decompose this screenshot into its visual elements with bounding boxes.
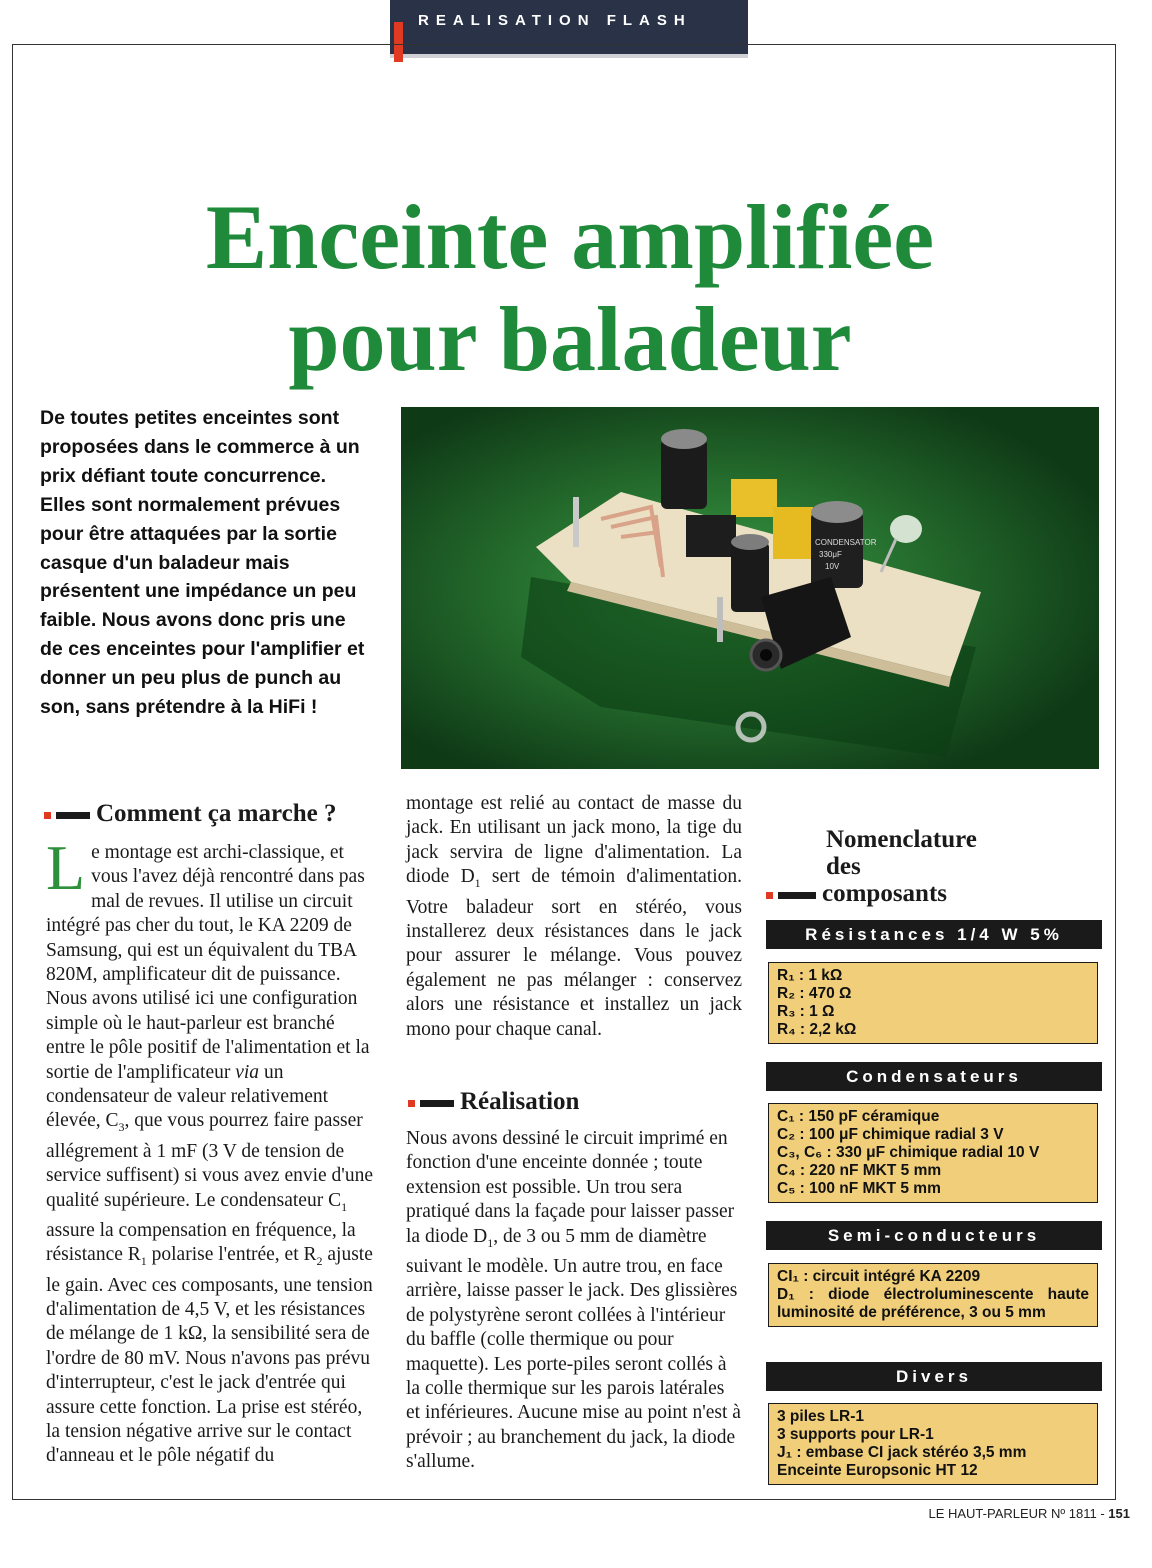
parts-box-divers bbox=[768, 1403, 1098, 1485]
pin bbox=[717, 597, 723, 642]
section-head-condensateurs: Condensateurs bbox=[766, 1062, 1102, 1091]
pin bbox=[573, 497, 579, 547]
subscript: 1 bbox=[487, 1235, 494, 1250]
parts-item: C₃, C₆ : 330 μF chimique radial 10 V bbox=[777, 1144, 1040, 1161]
realisation-text bbox=[406, 1127, 742, 1475]
parts-box-condensateurs bbox=[768, 1103, 1098, 1203]
article-title bbox=[80, 186, 1060, 390]
parts-item: Enceinte Europsonic HT 12 bbox=[777, 1462, 978, 1479]
heading-realisation bbox=[408, 1088, 579, 1116]
parts-item: R₄ : 2,2 kΩ bbox=[777, 1021, 857, 1038]
parts-item: 3 piles LR-1 bbox=[777, 1408, 864, 1425]
page-footer bbox=[928, 1506, 1130, 1521]
parts-box-resistances bbox=[768, 962, 1098, 1044]
section-head-semi-conducteurs: Semi-conducteurs bbox=[766, 1221, 1102, 1250]
heading-black-bar bbox=[56, 812, 90, 819]
subscript: 3 bbox=[118, 1120, 125, 1135]
heading-text: Comment ça marche ? bbox=[96, 800, 337, 827]
subscript: 1 bbox=[140, 1254, 147, 1269]
text-run: , de 3 ou 5 mm de diamètre suivant le modèle. Un autre trou, en face arrière, laisse passer le jack. Des glissières de polystyrène seront collées à l'intérieur du baffle (colle thermique ou pour maquette). Les porte-piles seront collés à la colle thermique sur les parois latérales et inférieures. Aucune mise au point n'est à prévoir ; au branchement du jack, la diode s'allume. bbox=[406, 1225, 741, 1473]
nomenclature-title-line: des bbox=[826, 853, 861, 880]
subscript: 1 bbox=[474, 876, 481, 891]
footer-publication: LE HAUT-PARLEUR Nº 1811 - bbox=[928, 1506, 1109, 1521]
text-run: assure la compensation en fréquence, la résistance R bbox=[46, 1219, 356, 1266]
parts-item: C₅ : 100 nF MKT 5 mm bbox=[777, 1180, 941, 1197]
parts-box-semi-conducteurs bbox=[768, 1263, 1098, 1327]
heading-red-square bbox=[408, 1100, 415, 1107]
page-number: 151 bbox=[1108, 1506, 1130, 1521]
nomenclature-title-line: Nomenclature bbox=[826, 826, 977, 853]
heading-black-bar bbox=[420, 1100, 454, 1107]
yellow-capacitor bbox=[773, 507, 813, 559]
column-2-text bbox=[406, 792, 742, 1042]
section-head-resistances: Résistances 1/4 W 5% bbox=[766, 920, 1102, 949]
text-run: polarise l'entrée, et R bbox=[146, 1244, 317, 1266]
text-italic: via bbox=[235, 1061, 260, 1083]
heading-red-square bbox=[44, 812, 51, 819]
cap-label: 10V bbox=[825, 562, 840, 571]
text-run: un condensateur de valeur relativement élevée, C bbox=[46, 1061, 329, 1132]
text-run: , que vous pourrez faire passer allégrement à 1 mF (3 V de tension de service suffisent) si vous avez envie d'une qualité supérieure. Le condensateur C bbox=[46, 1110, 373, 1211]
parts-item: C₄ : 220 nF MKT 5 mm bbox=[777, 1162, 942, 1179]
subscript: 2 bbox=[316, 1254, 323, 1269]
text-run: Nous avons dessiné le circuit imprimé en fonction d'une enceinte donnée ; toute extension est possible. Un trou sera pratiqué dans la façade pour laisser passer la diode D bbox=[406, 1128, 735, 1247]
parts-item: C₂ : 100 μF chimique radial 3 V bbox=[777, 1126, 1004, 1143]
parts-item: R₁ : 1 kΩ bbox=[777, 967, 843, 984]
cap-label: CONDENSATOR bbox=[815, 538, 877, 547]
title-line-1: Enceinte amplifiée bbox=[205, 186, 935, 288]
heading-text: composants bbox=[822, 880, 948, 907]
circuit-photo bbox=[401, 407, 1099, 769]
heading-text: Réalisation bbox=[460, 1088, 580, 1115]
column-1-text bbox=[46, 832, 374, 1469]
title-line-2: pour baladeur bbox=[288, 288, 852, 390]
nomenclature-title bbox=[822, 826, 977, 907]
text-run: e montage est archi-classique, et vous l'avez déjà rencontré dans pas mal de revues. Il utilise un circuit intégré pas cher du tout, le KA 2209 de Samsung, qui est un équivalent du TBA 820M, amplificateur dit de puissance. Nous avons utilisé ici une configuration simple où le haut-parleur est branché entre le pôle positif de l'alimentation et la sortie de l'amplificateur bbox=[46, 842, 370, 1083]
parts-item: R₃ : 1 Ω bbox=[777, 1003, 835, 1020]
heading-red-square bbox=[766, 892, 773, 899]
parts-item: C₁ : 150 pF céramique bbox=[777, 1108, 940, 1125]
ic-chip bbox=[686, 515, 736, 557]
section-head-divers: Divers bbox=[766, 1362, 1102, 1391]
parts-item: D₁ : diode électroluminescente haute luminosité de préférence, 3 ou 5 mm bbox=[777, 1286, 1089, 1321]
circuit-board-illustration bbox=[401, 407, 1099, 769]
parts-item: CI₁ : circuit intégré KA 2209 bbox=[777, 1268, 981, 1285]
parts-item: J₁ : embase CI jack stéréo 3,5 mm bbox=[777, 1444, 1027, 1461]
subscript: 1 bbox=[341, 1199, 348, 1214]
text-run: sert de témoin d'alimentation. Votre baladeur sort en stéréo, vous installerez deux résistances dans le jack pour assurer le mélange. Vous pouvez également ne pas mélanger : conservez alors une résistance et installez un jack mono pour chaque canal. bbox=[406, 866, 743, 1040]
heading-comment-ca-marche bbox=[44, 800, 336, 828]
capacitor-1 bbox=[661, 429, 707, 509]
cap-label: 330μF bbox=[819, 550, 842, 559]
text-run: montage est relié au contact de masse du jack. En utilisant un jack mono, la tige du jack servira de ligne d'alimentation. La diode D bbox=[406, 793, 742, 888]
parts-item: 3 supports pour LR-1 bbox=[777, 1426, 934, 1443]
parts-item: R₂ : 470 Ω bbox=[777, 985, 852, 1002]
lead-paragraph: De toutes petites enceintes sont proposées dans le commerce à un prix défiant toute concurrence. Elles sont normalement prévues pour être attaquées par la sortie casque d'un baladeur mais présentent une impédance un peu faible. Nous avons donc pris une de ces enceintes pour l'amplifier et donner un peu plus de punch au son, sans prétendre à la HiFi ! bbox=[40, 407, 365, 719]
nomenclature-title-line bbox=[766, 880, 977, 907]
text-run: ajuste le gain. Avec ces composants, une tension d'alimentation de 4,5 V, et les résistances de mélange de 1 kΩ, la sensibilité sera de l'ordre de 80 mV. Nous n'avons pas prévu d'interrupteur, c'est le jack d'entrée qui assure cette fonction. La prise est stéréo, la tension négative arrive sur le contact d'anneau et le pôle négatif du bbox=[46, 1244, 373, 1467]
yellow-capacitor bbox=[731, 479, 777, 517]
header-label: REALISATION FLASH bbox=[418, 12, 692, 29]
heading-black-bar bbox=[778, 892, 816, 899]
drop-cap: L bbox=[46, 832, 86, 903]
